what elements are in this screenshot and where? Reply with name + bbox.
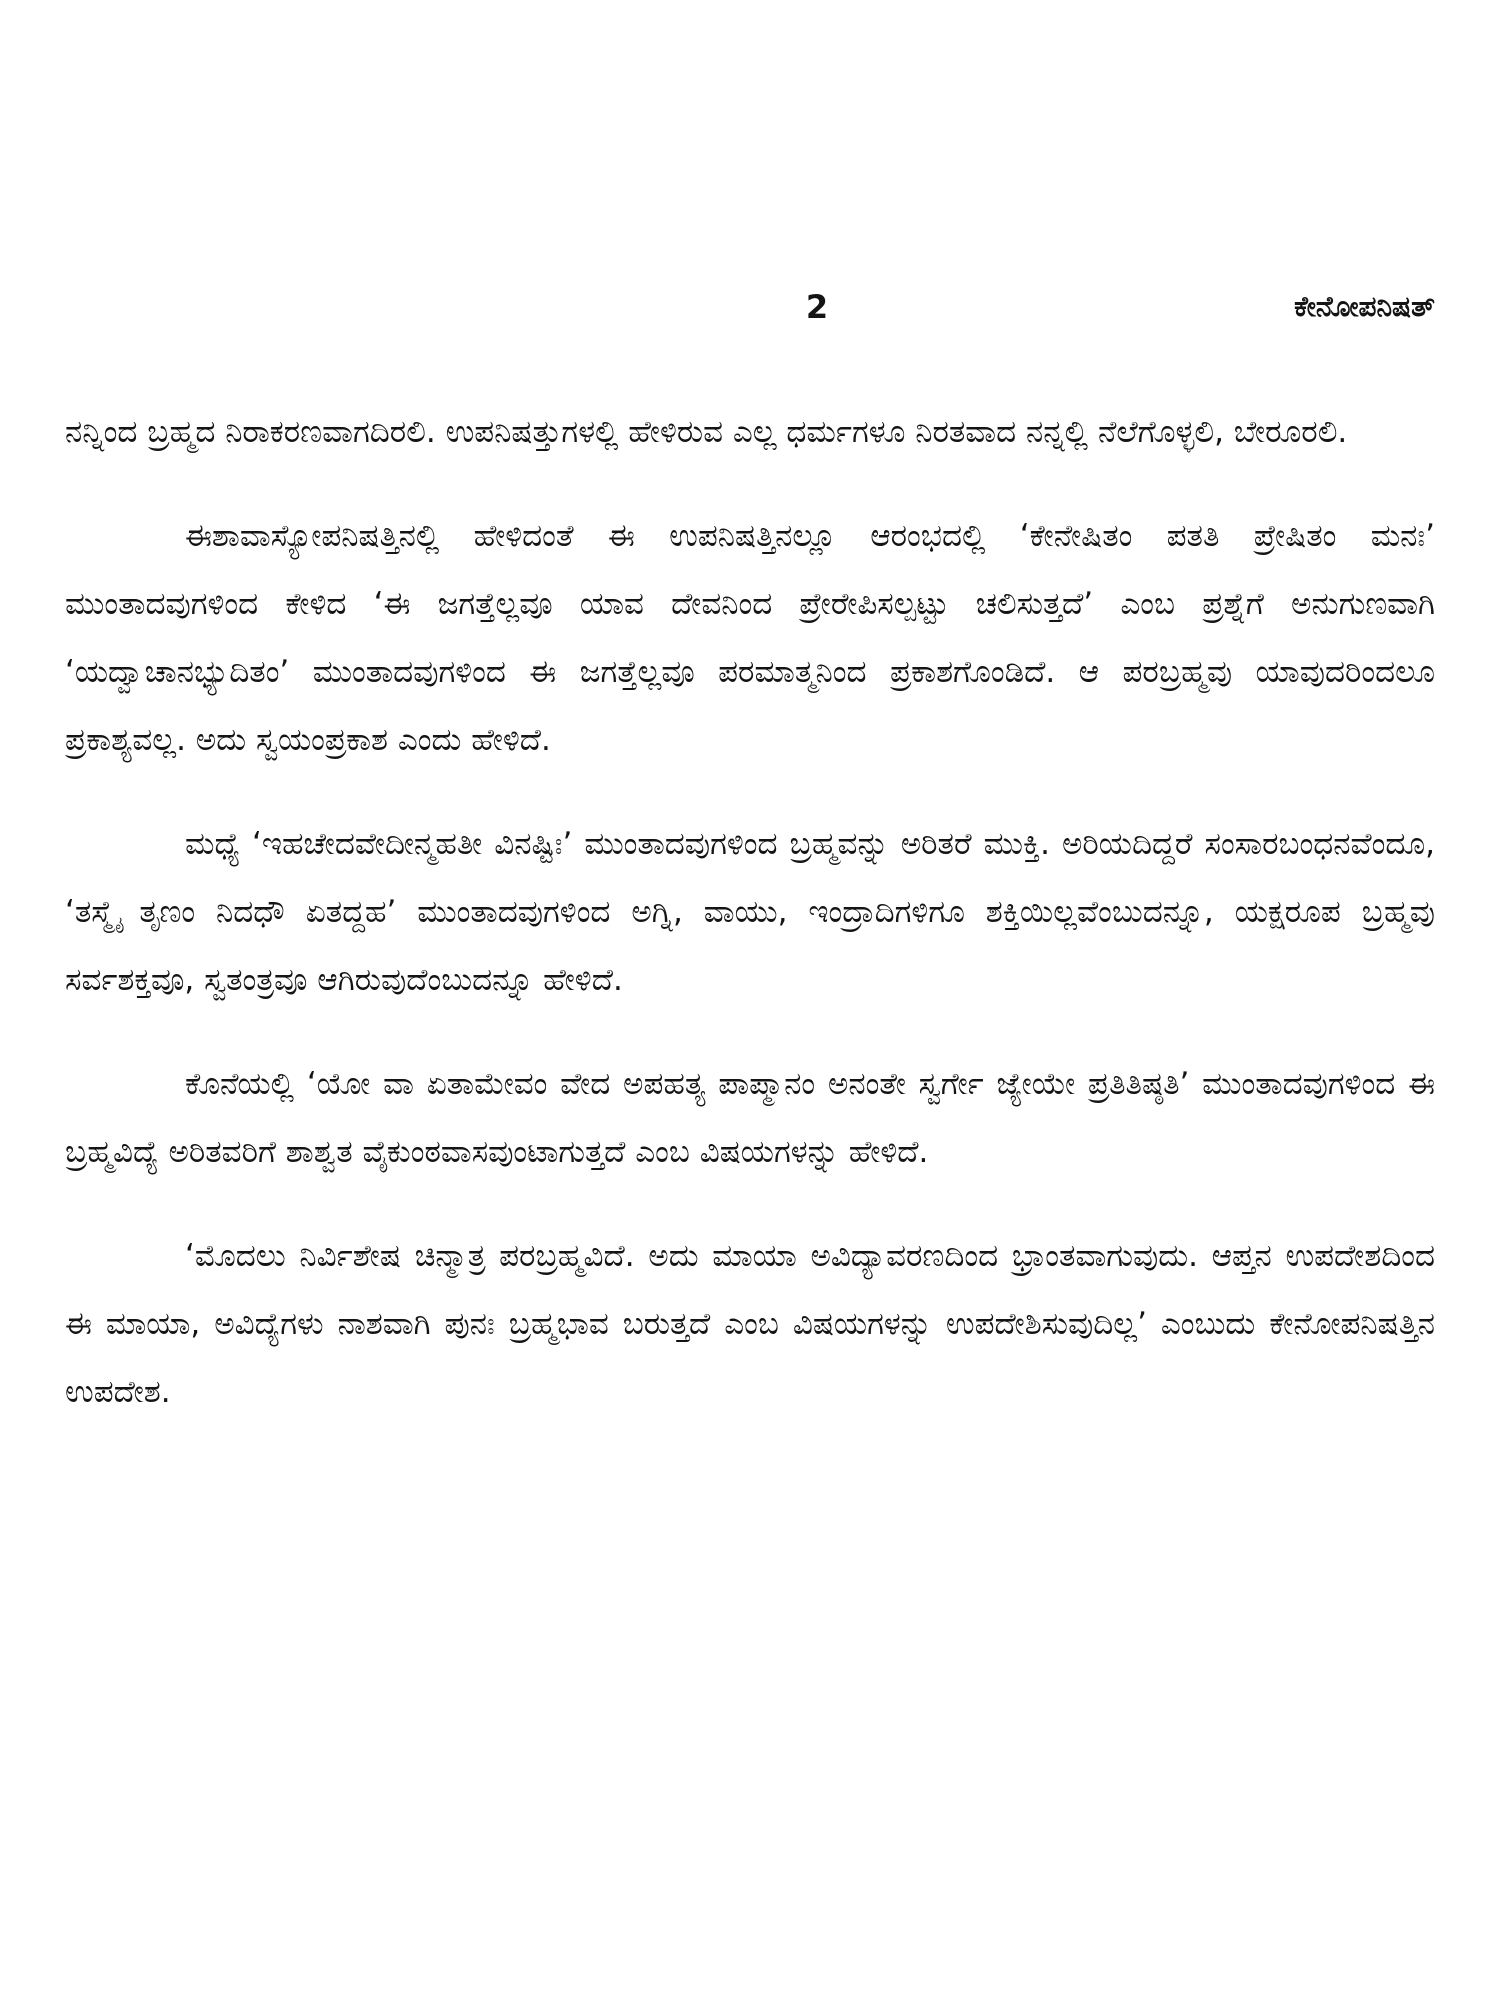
paragraph-2: ಈಶಾವಾಸ್ಯೋಪನಿಷತ್ತಿನಲ್ಲಿ ಹೇಳಿದಂತೆ ಈ ಉಪನಿಷತ್ತಿನಲ್ಲೂ ಆರಂಭದಲ್ಲಿ ‘ಕೇನೇಷಿತಂ ಪತತಿ ಪ್ರೇಷಿತಂ ಮನಃ’ ಮುಂತಾದವುಗಳಿಂದ ಕೇಳಿದ ‘ಈ ಜಗತ್ತೆಲ್ಲವೂ ಯಾವ ದೇವನಿಂದ ಪ್ರೇರೇಪಿಸಲ್ಪಟ್ಟು ಚಲಿಸುತ್ತದೆ’ ಎಂಬ ಪ್ರಶ್ನೆಗೆ ಅನುಗುಣವಾಗಿ ‘ಯದ್ವಾಚಾನಭ್ಯುದಿತಂ’ ಮುಂತಾದವುಗಳಿಂದ ಈ ಜಗತ್ತೆಲ್ಲವೂ ಪರಮಾತ್ಮನಿಂದ ಪ್ರಕಾಶಗೊಂಡಿದೆ. ಆ ಪರಬ್ರಹ್ಮವು ಯಾವುದರಿಂದಲೂ ಪ್ರಕಾಶ್ಯವಲ್ಲ. ಅದು ಸ್ವಯಂಪ್ರಕಾಶ ಎಂದು ಹೇಳಿದೆ. — [65, 518, 1435, 758]
paragraph-5: ‘ಮೊದಲು ನಿರ್ವಿಶೇಷ ಚಿನ್ಮಾತ್ರ ಪರಬ್ರಹ್ಮವಿದೆ. ಅದು ಮಾಯಾ ಅವಿದ್ಯಾವರಣದಿಂದ ಭ್ರಾಂತವಾಗುವುದು. ಆಪ್ತನ ಉಪದೇಶದಿಂದ ಈ ಮಾಯಾ, ಅವಿದ್ಯೆಗಳು ನಾಶವಾಗಿ ಪುನಃ ಬ್ರಹ್ಮಭಾವ ಬರುತ್ತದೆ ಎಂಬ ವಿಷಯಗಳನ್ನು ಉಪದೇಶಿಸುವುದಿಲ್ಲ’ ಎಂಬುದು ಕೇನೋಪನಿಷತ್ತಿನ ಉಪದೇಶ. — [65, 1238, 1435, 1410]
paragraph-3: ಮಧ್ಯೆ ‘ಇಹಚೇದವೇದೀನ್ಮಹತೀ ವಿನಷ್ಟಿಃ’ ಮುಂತಾದವುಗಳಿಂದ ಬ್ರಹ್ಮವನ್ನು ಅರಿತರೆ ಮುಕ್ತಿ. ಅರಿಯದಿದ್ದರೆ ಸಂಸಾರಬಂಧನವೆಂದೂ, ‘ತಸ್ಮೈ ತೃಣಂ ನಿದಧೌ ಏತದ್ದಹ’ ಮುಂತಾದವುಗಳಿಂದ ಅಗ್ನಿ, ವಾಯು, ಇಂದ್ರಾದಿಗಳಿಗೂ ಶಕ್ತಿಯಿಲ್ಲವೆಂಬುದನ್ನೂ, ಯಕ್ಷರೂಪ ಬ್ರಹ್ಮವು ಸರ್ವಶಕ್ತವೂ, ಸ್ವತಂತ್ರವೂ ಆಗಿರುವುದೆಂಬುದನ್ನೂ ಹೇಳಿದೆ. — [65, 826, 1435, 998]
body-text — [65, 398, 1435, 1462]
paragraph-4: ಕೊನೆಯಲ್ಲಿ ‘ಯೋ ವಾ ಏತಾಮೇವಂ ವೇದ ಅಪಹತ್ಯ ಪಾಪ್ಮಾನಂ ಅನಂತೇ ಸ್ವರ್ಗೇ ಜ್ಯೇಯೇ ಪ್ರತಿತಿಷ್ಠತಿ’ ಮುಂತಾದವುಗಳಿಂದ ಈ ಬ್ರಹ್ಮವಿದ್ಯೆ ಅರಿತವರಿಗೆ ಶಾಶ್ವತ ವೈಕುಂಠವಾಸವುಂಟಾಗುತ್ತದೆ ಎಂಬ ವಿಷಯಗಳನ್ನು ಹೇಳಿದೆ. — [65, 1066, 1435, 1170]
paragraph-1: ನನ್ನಿಂದ ಬ್ರಹ್ಮದ ನಿರಾಕರಣವಾಗದಿರಲಿ. ಉಪನಿಷತ್ತುಗಳಲ್ಲಿ ಹೇಳಿರುವ ಎಲ್ಲ ಧರ್ಮಗಳೂ ನಿರತವಾದ ನನ್ನಲ್ಲಿ ನೆಲೆಗೊಳ್ಳಲಿ, ಬೇರೂರಲಿ. — [65, 414, 1348, 450]
running-head — [65, 282, 1435, 332]
running-title: ಕೇನೋಪನಿಷತ್ — [1294, 290, 1435, 323]
page-number: 2 — [805, 288, 829, 326]
